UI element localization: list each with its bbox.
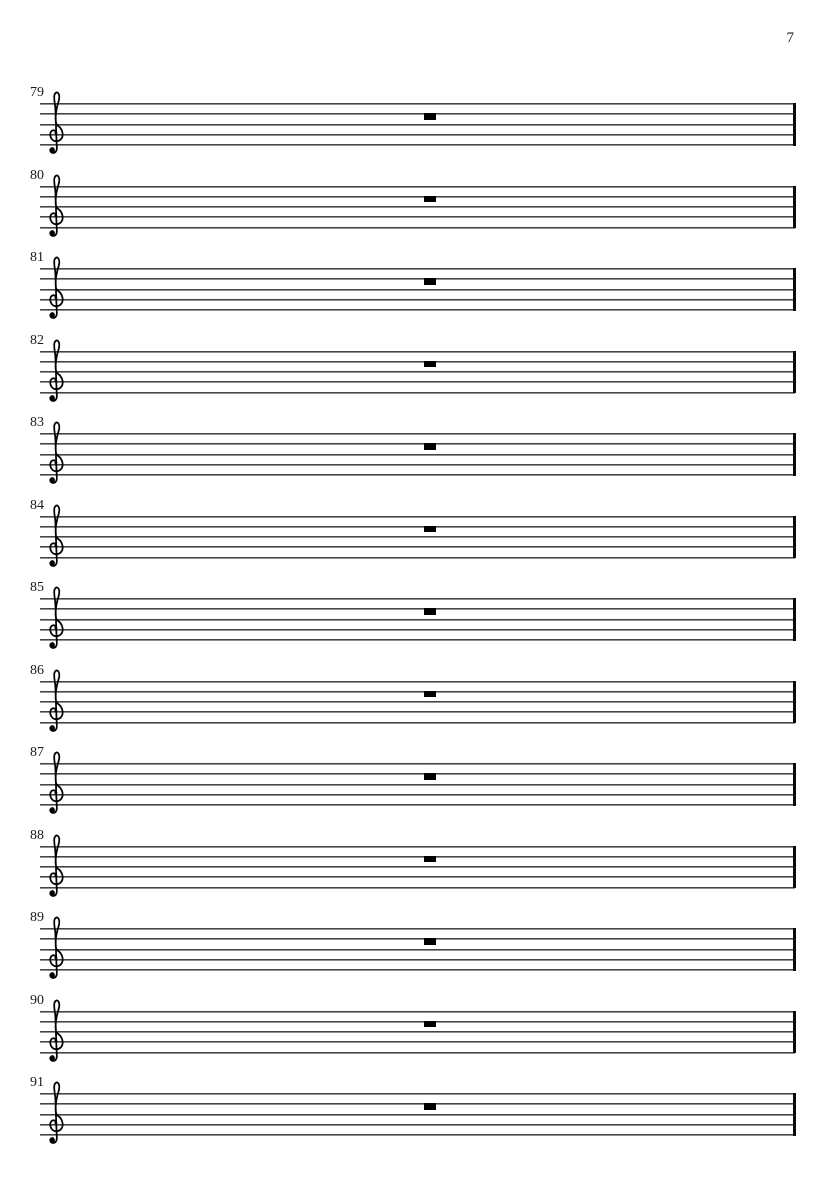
staff-system: [0, 661, 835, 733]
staff-lines: [40, 103, 795, 146]
whole-rest-icon: [424, 361, 436, 367]
treble-clef-icon: [45, 338, 66, 405]
treble-clef-icon: [45, 420, 66, 487]
treble-clef-icon: [45, 585, 66, 652]
treble-clef-icon: [45, 255, 66, 322]
whole-rest-icon: [424, 608, 436, 614]
staff-lines: [40, 351, 795, 394]
staff-system: [0, 743, 835, 815]
final-barline: [793, 928, 795, 971]
whole-rest-icon: [424, 773, 436, 779]
final-barline: [793, 681, 795, 724]
staff-lines: [40, 186, 795, 229]
staff-system: [0, 1073, 835, 1145]
measure-number: 91: [30, 1075, 44, 1090]
treble-clef-icon: [45, 833, 66, 900]
treble-clef-icon: [45, 503, 66, 570]
staff-system: [0, 578, 835, 650]
staff-system: [0, 908, 835, 980]
staff-lines: [40, 846, 795, 889]
final-barline: [793, 103, 795, 146]
measure-number: 84: [30, 497, 44, 513]
treble-clef-icon: [45, 750, 66, 817]
staff-lines: [40, 516, 795, 559]
staff-lines: [40, 1093, 795, 1136]
whole-rest-icon: [424, 691, 436, 697]
staff-system: [0, 331, 835, 403]
staff-lines: [40, 1011, 795, 1054]
measure-number: 79: [30, 85, 44, 100]
measure-number: 87: [30, 745, 44, 760]
final-barline: [793, 268, 795, 311]
staff-lines: [40, 598, 795, 641]
whole-rest-icon: [424, 856, 436, 862]
final-barline: [793, 598, 795, 641]
measure-number: 89: [30, 910, 44, 925]
treble-clef-icon: [45, 1080, 66, 1147]
staff-system: [0, 166, 835, 238]
treble-clef-icon: [45, 173, 66, 240]
staff-system: [0, 496, 835, 568]
final-barline: [793, 1093, 795, 1136]
staff-system: [0, 991, 835, 1063]
measure-number: 88: [30, 827, 44, 843]
whole-rest-icon: [424, 938, 436, 944]
final-barline: [793, 433, 795, 476]
treble-clef-icon: [45, 90, 66, 157]
whole-rest-icon: [424, 196, 436, 202]
measure-number: 83: [30, 415, 44, 430]
final-barline: [793, 516, 795, 559]
treble-clef-icon: [45, 915, 66, 982]
page-number: 7: [786, 30, 794, 46]
staff-system: [0, 248, 835, 320]
whole-rest-icon: [424, 278, 436, 284]
measure-number: 80: [30, 167, 44, 183]
treble-clef-icon: [45, 668, 66, 735]
staff-lines: [40, 928, 795, 971]
whole-rest-icon: [424, 1103, 436, 1109]
measure-number: 85: [30, 580, 44, 595]
measure-number: 81: [30, 250, 44, 265]
final-barline: [793, 186, 795, 229]
staff-system: [0, 826, 835, 898]
whole-rest-icon: [424, 113, 436, 119]
treble-clef-icon: [45, 998, 66, 1065]
final-barline: [793, 1011, 795, 1054]
whole-rest-icon: [424, 443, 436, 449]
staff-system: [0, 413, 835, 485]
measure-number: 90: [30, 992, 44, 1008]
final-barline: [793, 763, 795, 806]
final-barline: [793, 351, 795, 394]
measure-number: 82: [30, 332, 44, 348]
staff-system: [0, 83, 835, 155]
staff-lines: [40, 763, 795, 806]
final-barline: [793, 846, 795, 889]
staff-lines: [40, 268, 795, 311]
measure-number: 86: [30, 662, 44, 678]
staff-lines: [40, 433, 795, 476]
staff-lines: [40, 681, 795, 724]
whole-rest-icon: [424, 526, 436, 532]
whole-rest-icon: [424, 1021, 436, 1027]
